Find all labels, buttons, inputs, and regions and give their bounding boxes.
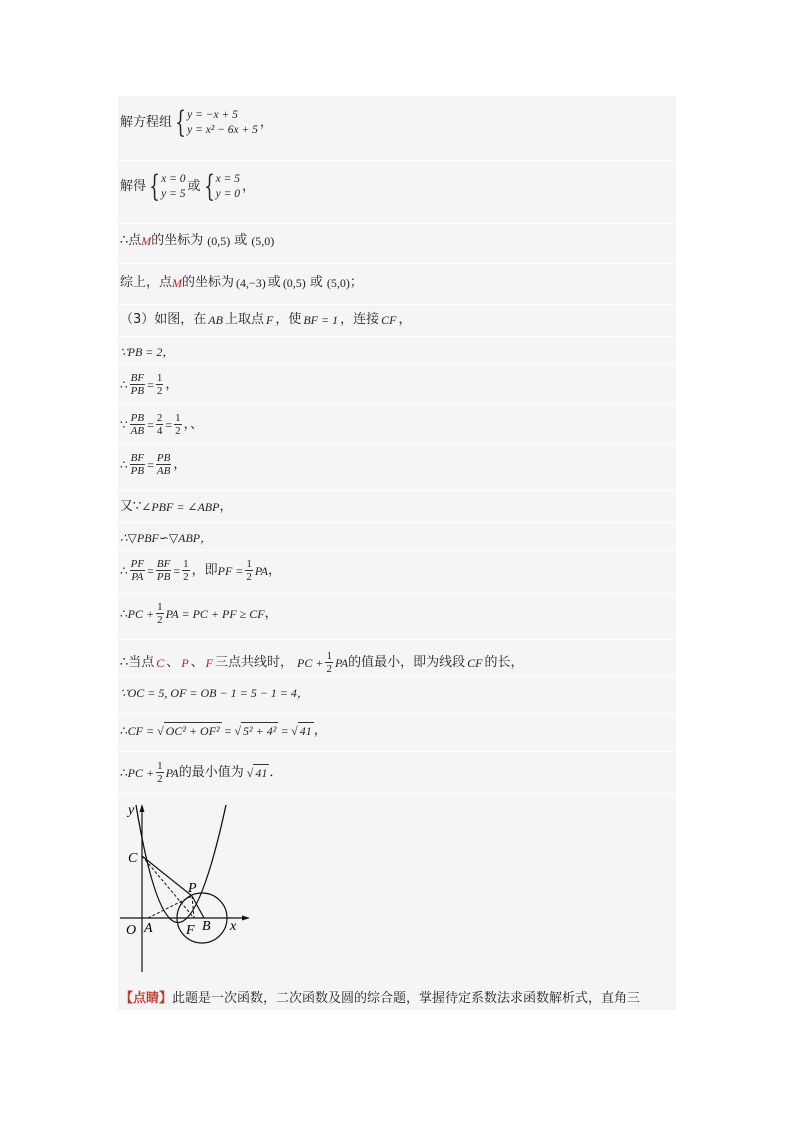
text: ，连接 [340,312,380,327]
text: 的值最小，即为线段 [348,654,466,670]
text: ， [398,312,412,327]
symbol: ∵ [120,417,128,432]
text: 解方程组 [120,115,173,130]
line-cf-length [120,722,327,739]
coord: (5,0) [251,234,275,248]
text: 或 [309,275,323,290]
numerator: PF [130,558,145,570]
numerator: 1 [175,412,181,424]
symbol: = [224,723,232,738]
label-o: O [126,923,137,938]
segment-cp [142,856,192,896]
text: ， [241,179,255,194]
numerator: 1 [183,558,189,570]
denominator: AB [130,425,145,437]
fraction [156,452,171,477]
fraction [130,412,145,437]
text: 上取点 [224,312,264,327]
solution-1: { x = 0 y = 5 [149,169,186,204]
equation: y = −x + 5 [187,109,238,121]
var: PA [254,563,269,578]
text: （3）如图，在 [120,312,207,327]
label-y: y [128,803,135,818]
numerator: BF [130,372,145,384]
x-axis-arrow [242,916,250,921]
var: AB [208,313,223,327]
numerator: 1 [157,760,163,772]
text: ∴点 [120,233,142,248]
text: ； [349,275,363,290]
text: 的坐标为 [151,233,204,248]
numerator: PB [156,452,171,464]
var: CF [381,313,397,327]
fraction [130,558,145,583]
denominator: PB [130,385,145,397]
sqrt: √ OC² + OF² [157,724,220,738]
numerator: 1 [246,558,252,570]
expr: PA = PC + PF ≥ CF [165,606,265,621]
denominator: 2 [157,614,163,626]
fraction [325,650,333,675]
symbol: = [147,377,154,392]
denominator: 2 [246,571,252,583]
var: C [156,655,165,670]
expr: BF = 1 [303,313,339,327]
text: ，即 [191,562,218,578]
symbol: = [173,563,181,578]
denominator: 2 [156,385,163,397]
expr: CF = [127,723,155,738]
symbol: = [147,457,154,472]
var: PA [334,655,349,670]
fraction [245,558,253,583]
var: PA [165,765,179,780]
expr: ∴▽PBF∽▽ABP， [120,531,213,545]
line-collinear [120,650,523,675]
text: ， [173,456,187,472]
denominator: PB [130,465,145,477]
var: CF [467,655,483,670]
symbol: = [165,417,173,432]
text: 的长， [484,654,524,670]
line-inequality [120,601,278,626]
label-x: x [230,919,237,934]
var: P [181,655,189,670]
sqrt: √ 41 [291,724,312,738]
tip-text: 此题是一次函数，二次函数及圆的综合题，掌握待定系数法求函数解析式，直角三 [172,991,641,1006]
line-similar [120,530,212,546]
line-pf-pa [120,558,281,583]
text: 或 [234,233,248,248]
tip-line [120,987,640,1006]
line-pb [120,344,174,360]
text: 或 [187,179,201,194]
text: 三点共线时， [215,654,294,670]
coord: (0,5) [207,234,231,248]
text: ， [268,562,282,578]
line-angle [120,499,232,515]
line-solutions [120,169,255,204]
line-lengths [120,685,309,701]
text: ，使 [275,312,302,327]
label-b: B [202,919,211,934]
radicand: 41 [299,724,312,738]
denominator: PB [156,571,171,583]
tip-tag: 【点睛】 [120,991,173,1006]
equation: y = x² − 6x + 5 [187,124,258,136]
symbol: ∴ [120,606,128,621]
fraction [156,760,164,785]
fraction [156,601,164,626]
line-point-m [120,233,274,249]
fraction [156,558,171,583]
parabola-figure [120,800,260,980]
symbol: ∴ [120,723,128,738]
radicand: 5² + 4² [243,724,277,738]
expr: PC + [127,606,155,621]
solution-2: { x = 5 y = 0 [203,169,240,204]
text: ， [259,115,273,130]
numerator: BF [130,452,145,464]
expr: PF = [217,563,244,578]
expr: ∠PBF = ∠ABP [141,500,220,514]
var: F [265,313,274,327]
numerator: PB [130,412,145,424]
coord: (0,5) [282,276,306,290]
line-solve-system [120,105,273,140]
sqrt: √ 41 [246,766,268,780]
numerator: 1 [156,372,163,384]
coord: (5,0) [326,276,350,290]
var: M [141,234,152,248]
line-ratio-equal [120,452,186,477]
sqrt: √ 5² + 4² [234,724,277,738]
segment-cf-dashed [142,856,194,918]
numerator: 1 [157,601,163,613]
coord: (4,−3) [236,276,266,290]
expr: ∵PB = 2， [120,345,175,359]
fraction [182,558,190,583]
line-ratio-2 [120,412,203,437]
text: ∴当点 [120,654,155,670]
numerator: BF [156,558,171,570]
numerator: 2 [156,412,163,424]
line-summary [120,275,363,291]
text: ， [313,722,327,738]
symbol: = [281,723,289,738]
denominator: PA [131,571,144,583]
text: 解得 [120,179,147,194]
text: 、 [190,654,204,670]
fraction [130,452,145,477]
equation: x = 5 [215,173,240,185]
fraction [174,412,182,437]
denominator: 2 [183,571,189,583]
text: 又∵ [120,499,142,514]
symbol: ∴ [120,457,128,472]
text: ， [219,499,233,514]
line-min-value [120,760,282,785]
text: ， [264,605,278,621]
text: ，、 [183,416,204,432]
equation-system: { y = −x + 5 y = x² − 6x + 5 [175,105,258,140]
denominator: 2 [175,425,181,437]
equation: y = 0 [215,188,240,200]
line-part3 [120,312,411,328]
radicand: OC² + OF² [165,724,220,738]
text: 的最小值为 [178,764,244,780]
line-ratio-1 [120,372,178,397]
label-a: A [144,921,153,936]
symbol: ∴ [120,377,128,392]
symbol: = [147,417,154,432]
denominator: 2 [157,773,163,785]
denominator: 4 [156,425,163,437]
text: 、 [166,654,180,670]
label-p: P [188,881,197,896]
fraction [156,372,164,397]
equation: y = 5 [161,188,186,200]
equation: x = 0 [161,173,186,185]
radicand: 41 [255,766,268,780]
expr: PC + [297,655,324,670]
fraction [130,372,145,397]
expr: ∵OC = 5, OF = OB − 1 = 5 − 1 = 4， [120,686,309,700]
y-axis-arrow [140,804,145,812]
label-f: F [186,923,195,938]
fraction [156,412,164,437]
var: F [205,655,214,670]
var: M [172,276,183,290]
denominator: 2 [326,663,332,675]
text: 或 [267,275,281,290]
label-c: C [128,851,138,866]
denominator: AB [156,465,171,477]
text: 的坐标为 [182,275,235,290]
symbol: ∴ [120,765,128,780]
symbol: ∴ [120,563,128,578]
numerator: 1 [326,650,332,662]
text: 综上，点 [120,275,173,290]
symbol: = [147,563,154,578]
expr: PC + [127,765,155,780]
text: ． [269,764,283,780]
text: ， [165,376,179,392]
